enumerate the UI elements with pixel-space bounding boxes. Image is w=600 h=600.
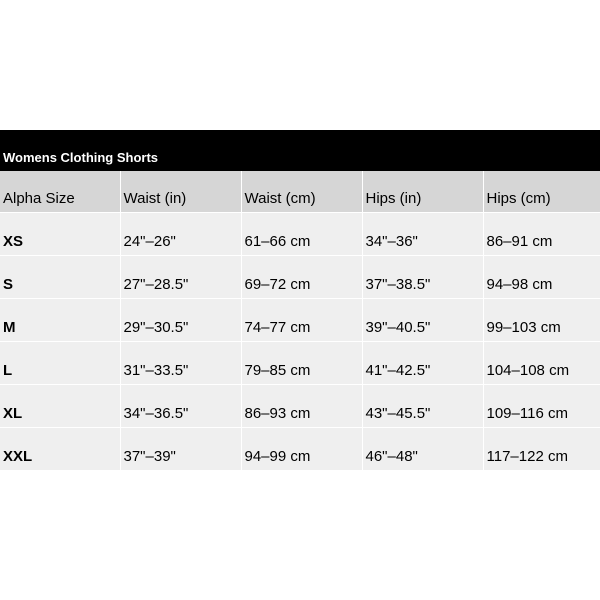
header-hips-in: Hips (in): [362, 171, 483, 212]
hips-in-value: 41"–42.5": [362, 341, 483, 384]
hips-cm-value: 99–103 cm: [483, 298, 600, 341]
waist-cm-value: 69–72 cm: [241, 255, 362, 298]
waist-in-value: 31"–33.5": [120, 341, 241, 384]
table-row: [0, 212, 600, 255]
hips-in-value: 34"–36": [362, 212, 483, 255]
size-label: L: [0, 341, 120, 384]
waist-cm-value: 61–66 cm: [241, 212, 362, 255]
hips-cm-value: 94–98 cm: [483, 255, 600, 298]
size-chart: [0, 130, 600, 471]
size-label: XXL: [0, 427, 120, 470]
waist-in-value: 34"–36.5": [120, 384, 241, 427]
hips-in-value: 39"–40.5": [362, 298, 483, 341]
table-row: [0, 298, 600, 341]
header-waist-in: Waist (in): [120, 171, 241, 212]
header-hips-cm: Hips (cm): [483, 171, 600, 212]
waist-in-value: 37"–39": [120, 427, 241, 470]
hips-in-value: 46"–48": [362, 427, 483, 470]
size-label: XS: [0, 212, 120, 255]
table-row: [0, 427, 600, 470]
size-label: XL: [0, 384, 120, 427]
size-label: S: [0, 255, 120, 298]
hips-cm-value: 86–91 cm: [483, 212, 600, 255]
table-row: [0, 384, 600, 427]
table-row: [0, 341, 600, 384]
waist-in-value: 27"–28.5": [120, 255, 241, 298]
waist-in-value: 24"–26": [120, 212, 241, 255]
header-waist-cm: Waist (cm): [241, 171, 362, 212]
hips-cm-value: 109–116 cm: [483, 384, 600, 427]
header-row: [0, 171, 600, 212]
waist-cm-value: 74–77 cm: [241, 298, 362, 341]
waist-in-value: 29"–30.5": [120, 298, 241, 341]
chart-title: Womens Clothing Shorts: [0, 130, 600, 171]
hips-in-value: 43"–45.5": [362, 384, 483, 427]
waist-cm-value: 94–99 cm: [241, 427, 362, 470]
table-row: [0, 255, 600, 298]
hips-cm-value: 104–108 cm: [483, 341, 600, 384]
header-alpha-size: Alpha Size: [0, 171, 120, 212]
size-table: [0, 171, 600, 471]
hips-cm-value: 117–122 cm: [483, 427, 600, 470]
waist-cm-value: 79–85 cm: [241, 341, 362, 384]
waist-cm-value: 86–93 cm: [241, 384, 362, 427]
hips-in-value: 37"–38.5": [362, 255, 483, 298]
size-label: M: [0, 298, 120, 341]
